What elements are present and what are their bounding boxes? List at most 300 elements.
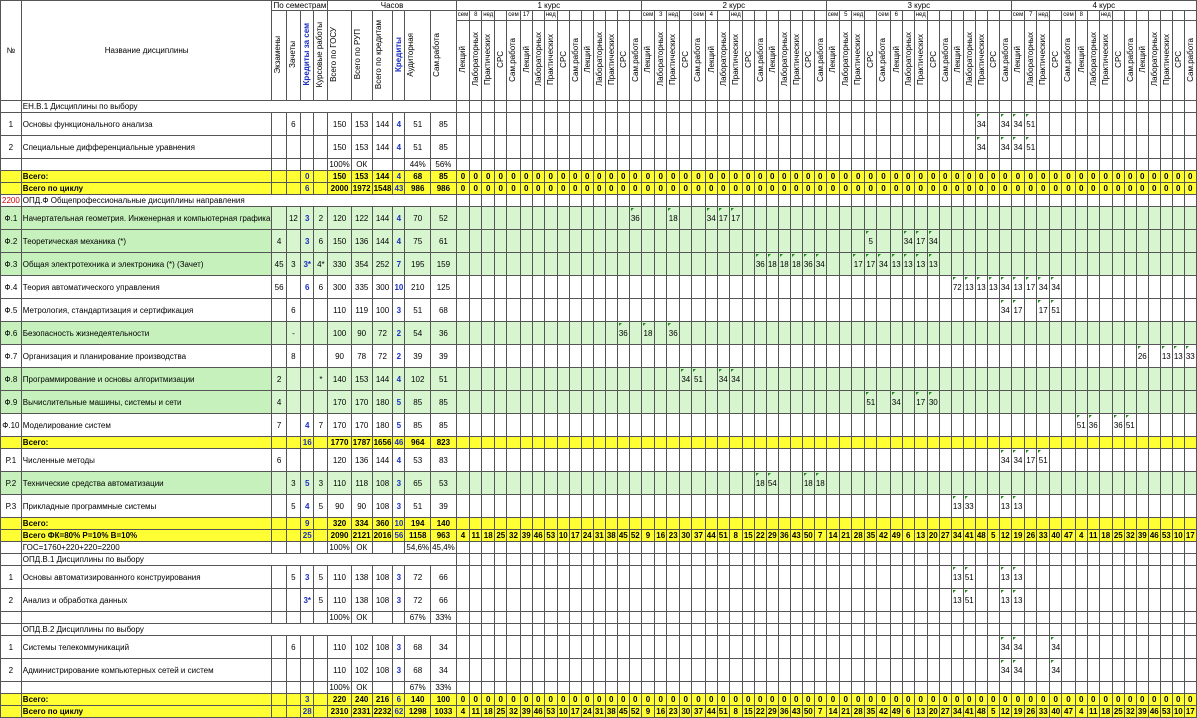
empty-cell [1124,624,1136,636]
empty-cell [890,101,902,113]
course-works-cell: 7 [314,414,328,437]
hour-cell [470,437,482,449]
hour-cell: 0 [1112,694,1124,706]
section-title: ОПД.В.1 Дисциплины по выбору [21,554,456,566]
self-work-cell: 85 [431,414,457,437]
empty-cell [544,554,557,566]
hour-cell [840,414,852,437]
hour-cell [1087,276,1099,299]
hour-cell [890,299,902,322]
hour-cell [1075,589,1087,612]
table-row [1,589,1197,612]
hour-cell [717,299,729,322]
hour-cell [865,659,877,682]
hour-cell [482,113,495,136]
hour-cell [1037,472,1050,495]
hour-cell [544,322,557,345]
hour-cell [692,253,705,276]
name-header: Название дисциплины [21,1,272,101]
hour-cell [667,612,680,624]
hour-cell [1011,322,1024,345]
hour-cell [1172,542,1184,554]
hour-cell [605,612,617,624]
hour-cell [557,391,569,414]
hour-cell: 0 [814,694,826,706]
hour-cell [1172,113,1184,136]
hour-cell [717,636,729,659]
hour-cell: 18 [814,472,826,495]
hour-cell [778,682,790,694]
hour-cell [927,113,939,136]
empty-cell [544,101,557,113]
hour-cell [692,518,705,530]
credits-semester-cell [301,612,314,624]
hour-cell [569,449,581,472]
empty-cell [641,624,654,636]
hour-cell [754,682,766,694]
hour-cell: 0 [1050,183,1062,195]
discipline-name [21,682,272,694]
empty-cell [927,101,939,113]
hour-cell [814,345,826,368]
hour-cell [826,682,839,694]
hour-cell [717,253,729,276]
hour-cell [1124,612,1136,624]
hour-cell [1099,682,1112,694]
hour-cell [914,322,927,345]
empty-cell [742,101,754,113]
hour-cell [865,368,877,391]
hour-cell: 18 [766,253,778,276]
hour-cell [1087,612,1099,624]
empty-cell [877,554,890,566]
hour-cell [852,659,865,682]
hour-cell [890,230,902,253]
hour-cell [987,345,999,368]
sem-head-2-12 [975,11,987,21]
hour-cell [692,682,705,694]
hour-cell [641,299,654,322]
hour-cell [1075,159,1087,171]
empty-cell [1037,554,1050,566]
sub-col-3-3 [1050,21,1062,101]
hour-cell [852,136,865,159]
credits-cell: 4 [393,368,405,391]
hour-cell [865,113,877,136]
hour-cell: 0 [852,171,865,183]
hour-cell [705,589,717,612]
hour-cell [667,566,680,589]
hour-cell [1037,518,1050,530]
hour-cell [581,542,593,554]
hour-cell: 0 [1050,694,1062,706]
hour-cell [1184,159,1196,171]
hour-cell [1136,207,1148,230]
hour-cell [927,449,939,472]
hour-cell [826,495,839,518]
hour-cell: 0 [963,694,975,706]
hour-cell [939,253,951,276]
sem-head-3-2: нед [1037,11,1050,21]
hour-cell [482,414,495,437]
sem-head-2-8 [927,11,939,21]
hour-cell [754,136,766,159]
hour-cell [1184,368,1196,391]
sem-head-0-10 [581,11,593,21]
table-row [1,612,1197,624]
hour-cell [1011,368,1024,391]
sub-col-1-3-text: СРС [681,51,691,68]
sub-col-2-12 [975,21,987,101]
hour-cell [1124,495,1136,518]
hour-cell [593,437,605,449]
hour-cell [1037,391,1050,414]
course-works-cell [314,322,328,345]
hour-cell: 13 [975,276,987,299]
empty-cell [963,554,975,566]
hour-cell [766,345,778,368]
hour-cell [629,136,641,159]
hour-cell [902,612,914,624]
hour-cell [742,136,754,159]
empty-cell [1136,195,1148,207]
hour-cell [569,414,581,437]
hour-cell [532,391,544,414]
empty-cell [717,101,729,113]
hour-cell [1112,299,1124,322]
sub-col-1-4-text: Сам.работа [693,37,703,82]
empty-cell [655,554,667,566]
hour-cell [1050,345,1062,368]
hour-cell [729,612,742,624]
hour-cell [569,322,581,345]
hour-cell [495,253,507,276]
empty-cell [482,554,495,566]
auditorium-cell: 51 [405,136,431,159]
empty-cell [939,624,951,636]
total-row [1,518,1197,530]
hour-cell [1037,207,1050,230]
hour-cell [865,136,877,159]
row-number: 2 [1,659,22,682]
hour-cell [1112,495,1124,518]
self-work-cell: 140 [431,518,457,530]
empty-cell [482,101,495,113]
hour-cell [902,495,914,518]
hour-cell [963,136,975,159]
empty-cell [802,624,814,636]
hour-cell [667,253,680,276]
hour-cell [754,589,766,612]
hour-cell [1087,542,1099,554]
hour-cell [544,437,557,449]
hour-cell [617,345,629,368]
hour-cell [975,207,987,230]
hour-cell [557,659,569,682]
sub-col-3-3-text: СРС [1051,51,1061,68]
hour-cell: 0 [914,171,927,183]
sub-col-0-2 [482,21,495,101]
hour-cell [729,636,742,659]
hour-cell [914,566,927,589]
hour-cell: 0 [742,694,754,706]
hour-cell [569,589,581,612]
hour-cell: 4 [1075,706,1087,718]
empty-cell [902,554,914,566]
hour-cell [641,636,654,659]
hour-cell [814,136,826,159]
hour-cell [470,449,482,472]
course-works-cell: 5 [314,589,328,612]
empty-cell [840,195,852,207]
row-number: Ф.6 [1,322,22,345]
empty-cell [692,624,705,636]
hour-cell [890,276,902,299]
hours-gos-cell: 150 [328,113,351,136]
hour-cell [826,230,839,253]
col-header-4-text: Всего по ГОСУ [329,27,339,82]
hour-cell: 0 [717,171,729,183]
hour-cell [754,113,766,136]
hour-cell [617,113,629,136]
sub-col-3-0 [1011,21,1024,101]
hour-cell [507,230,520,253]
discipline-name: Теория автоматического управления [21,276,272,299]
hour-cell: 0 [1075,694,1087,706]
hour-cell [999,437,1011,449]
hour-cell [975,322,987,345]
sub-col-2-7-text: Практических [915,34,925,85]
credits-semester-cell [301,391,314,414]
hour-cell: 34 [902,230,914,253]
hour-cell: 9 [641,706,654,718]
hour-cell: 50 [803,531,813,540]
hour-cell [1184,414,1196,437]
hour-cell: 8 [729,706,742,718]
hour-cell [544,159,557,171]
hour-cell [1172,368,1184,391]
empty-cell [593,101,605,113]
hour-cell [1062,136,1075,159]
hour-cell [655,414,667,437]
sub-col-0-6-text: Лабораторных [533,32,543,87]
empty-cell [987,624,999,636]
hour-cell: 0 [667,183,680,195]
hour-cell [729,230,742,253]
empty-cell [890,554,902,566]
hour-cell: 0 [470,183,482,195]
hours-gos-cell: 100% [329,160,350,169]
hour-cell [1124,449,1136,472]
hour-cell [852,322,865,345]
total-row [1,171,1197,183]
empty-cell [1136,554,1148,566]
hour-cell [742,368,754,391]
hour-cell: 0 [902,183,914,195]
hour-cell [890,136,902,159]
hour-cell [1062,449,1075,472]
section-title: ОПД.В.2 Дисциплины по выбору [21,624,456,636]
hour-cell [617,437,629,449]
hour-cell [1050,230,1062,253]
hour-cell [939,113,951,136]
hours-rup-cell: 138 [351,589,372,612]
credits-cell: 4 [393,230,405,253]
hour-cell [1011,472,1024,495]
hour-cell [939,566,951,589]
table-row [1,136,1197,159]
empty-cell [705,554,717,566]
exams-cell [272,136,286,159]
hour-cell [667,414,680,437]
empty-cell [1050,554,1062,566]
hour-cell: 53 [1161,531,1171,540]
hour-cell [890,414,902,437]
hour-cell [975,437,987,449]
empty-cell [754,554,766,566]
empty-cell [1075,195,1087,207]
hour-cell: 0 [456,171,469,183]
hour-cell [1037,542,1050,554]
hour-cell: 0 [705,694,717,706]
hour-cell [532,368,544,391]
hour-cell: 34 [999,299,1011,322]
hour-cell [951,659,963,682]
sub-col-0-9 [569,21,581,101]
empty-cell [1184,624,1196,636]
hour-cell [1011,414,1024,437]
sem-head-2-10 [951,11,963,21]
hour-cell [729,495,742,518]
hour-cell [754,391,766,414]
hour-cell [1037,113,1050,136]
hour-cell [532,253,544,276]
hours-gos-cell: 120 [328,449,351,472]
row-number [1,542,22,554]
self-work-cell: 39 [431,345,457,368]
hour-cell [617,159,629,171]
hour-cell: 0 [939,694,951,706]
empty-cell [939,101,951,113]
hour-cell [852,518,865,530]
hour-cell [1099,322,1112,345]
hour-cell: 0 [902,171,914,183]
hour-cell: 51 [1075,414,1087,437]
hour-cell [532,495,544,518]
hour-cell: 0 [1062,183,1075,195]
hour-cell [667,518,680,530]
credits-cell: 3 [393,472,405,495]
hour-cell: 43 [791,531,801,540]
row-number: Р.1 [1,449,22,472]
hour-cell: 13 [1160,345,1172,368]
hour-cell [1160,299,1172,322]
hour-cell [754,542,766,554]
hour-cell [1025,159,1037,171]
hour-cell [593,299,605,322]
sub-col-3-13 [1172,21,1184,101]
hour-cell [705,682,717,694]
hour-cell [1136,542,1148,554]
hour-cell [544,682,557,694]
hour-cell [852,276,865,299]
table-row [1,345,1197,368]
course-works-cell [314,706,328,718]
hour-cell: 17 [570,707,580,716]
hour-cell [840,542,852,554]
empty-cell [470,554,482,566]
hour-cell [717,566,729,589]
hour-cell [655,518,667,530]
hour-cell [593,159,605,171]
hour-cell [1124,368,1136,391]
hour-cell [1050,159,1062,171]
hour-cell [826,612,839,624]
hour-cell [877,113,890,136]
hour-cell [655,449,667,472]
hour-cell [470,542,482,554]
total-row [1,706,1197,718]
hour-cell [705,542,717,554]
hour-cell [754,518,766,530]
hour-cell [1172,253,1184,276]
col-header-1-text: Зачеты [287,41,297,68]
hour-cell [617,659,629,682]
hour-cell: 46 [1149,531,1159,540]
hour-cell: 0 [655,171,667,183]
hour-cell [507,299,520,322]
empty-cell [482,624,495,636]
credits-cell: 6 [393,694,405,706]
sub-col-1-6-text: Лабораторных [718,32,728,87]
empty-cell [717,554,729,566]
hour-cell [1087,518,1099,530]
sub-col-0-2-text: Практических [483,34,493,85]
hour-cell [717,276,729,299]
hour-cell: 0 [939,183,951,195]
hour-cell [890,113,902,136]
discipline-name: Организация и планирование производства [21,345,272,368]
hour-cell [520,368,532,391]
empty-cell [1099,554,1112,566]
hour-cell [951,449,963,472]
self-work-cell: 53 [431,472,457,495]
hour-cell [680,207,692,230]
hour-cell [1148,472,1160,495]
hour-cell [667,659,680,682]
hour-cell: 0 [692,694,705,706]
hour-cell: 0 [1124,171,1136,183]
hour-cell [778,589,790,612]
empty-cell [1075,554,1087,566]
hour-cell: 0 [914,183,927,195]
hours-gos-cell: 150 [328,230,351,253]
hour-cell [914,542,927,554]
hour-cell [605,207,617,230]
hour-cell: 44 [706,707,716,716]
table-row [1,495,1197,518]
sub-col-2-9 [939,21,951,101]
hours-credits-cell: 144 [372,230,393,253]
hour-cell [593,322,605,345]
hour-cell: 15 [743,707,753,716]
hour-cell [742,276,754,299]
hour-cell [655,495,667,518]
hour-cell [790,276,802,299]
hour-cell: 0 [790,183,802,195]
hour-cell: 45 [618,531,628,540]
empty-cell [790,101,802,113]
